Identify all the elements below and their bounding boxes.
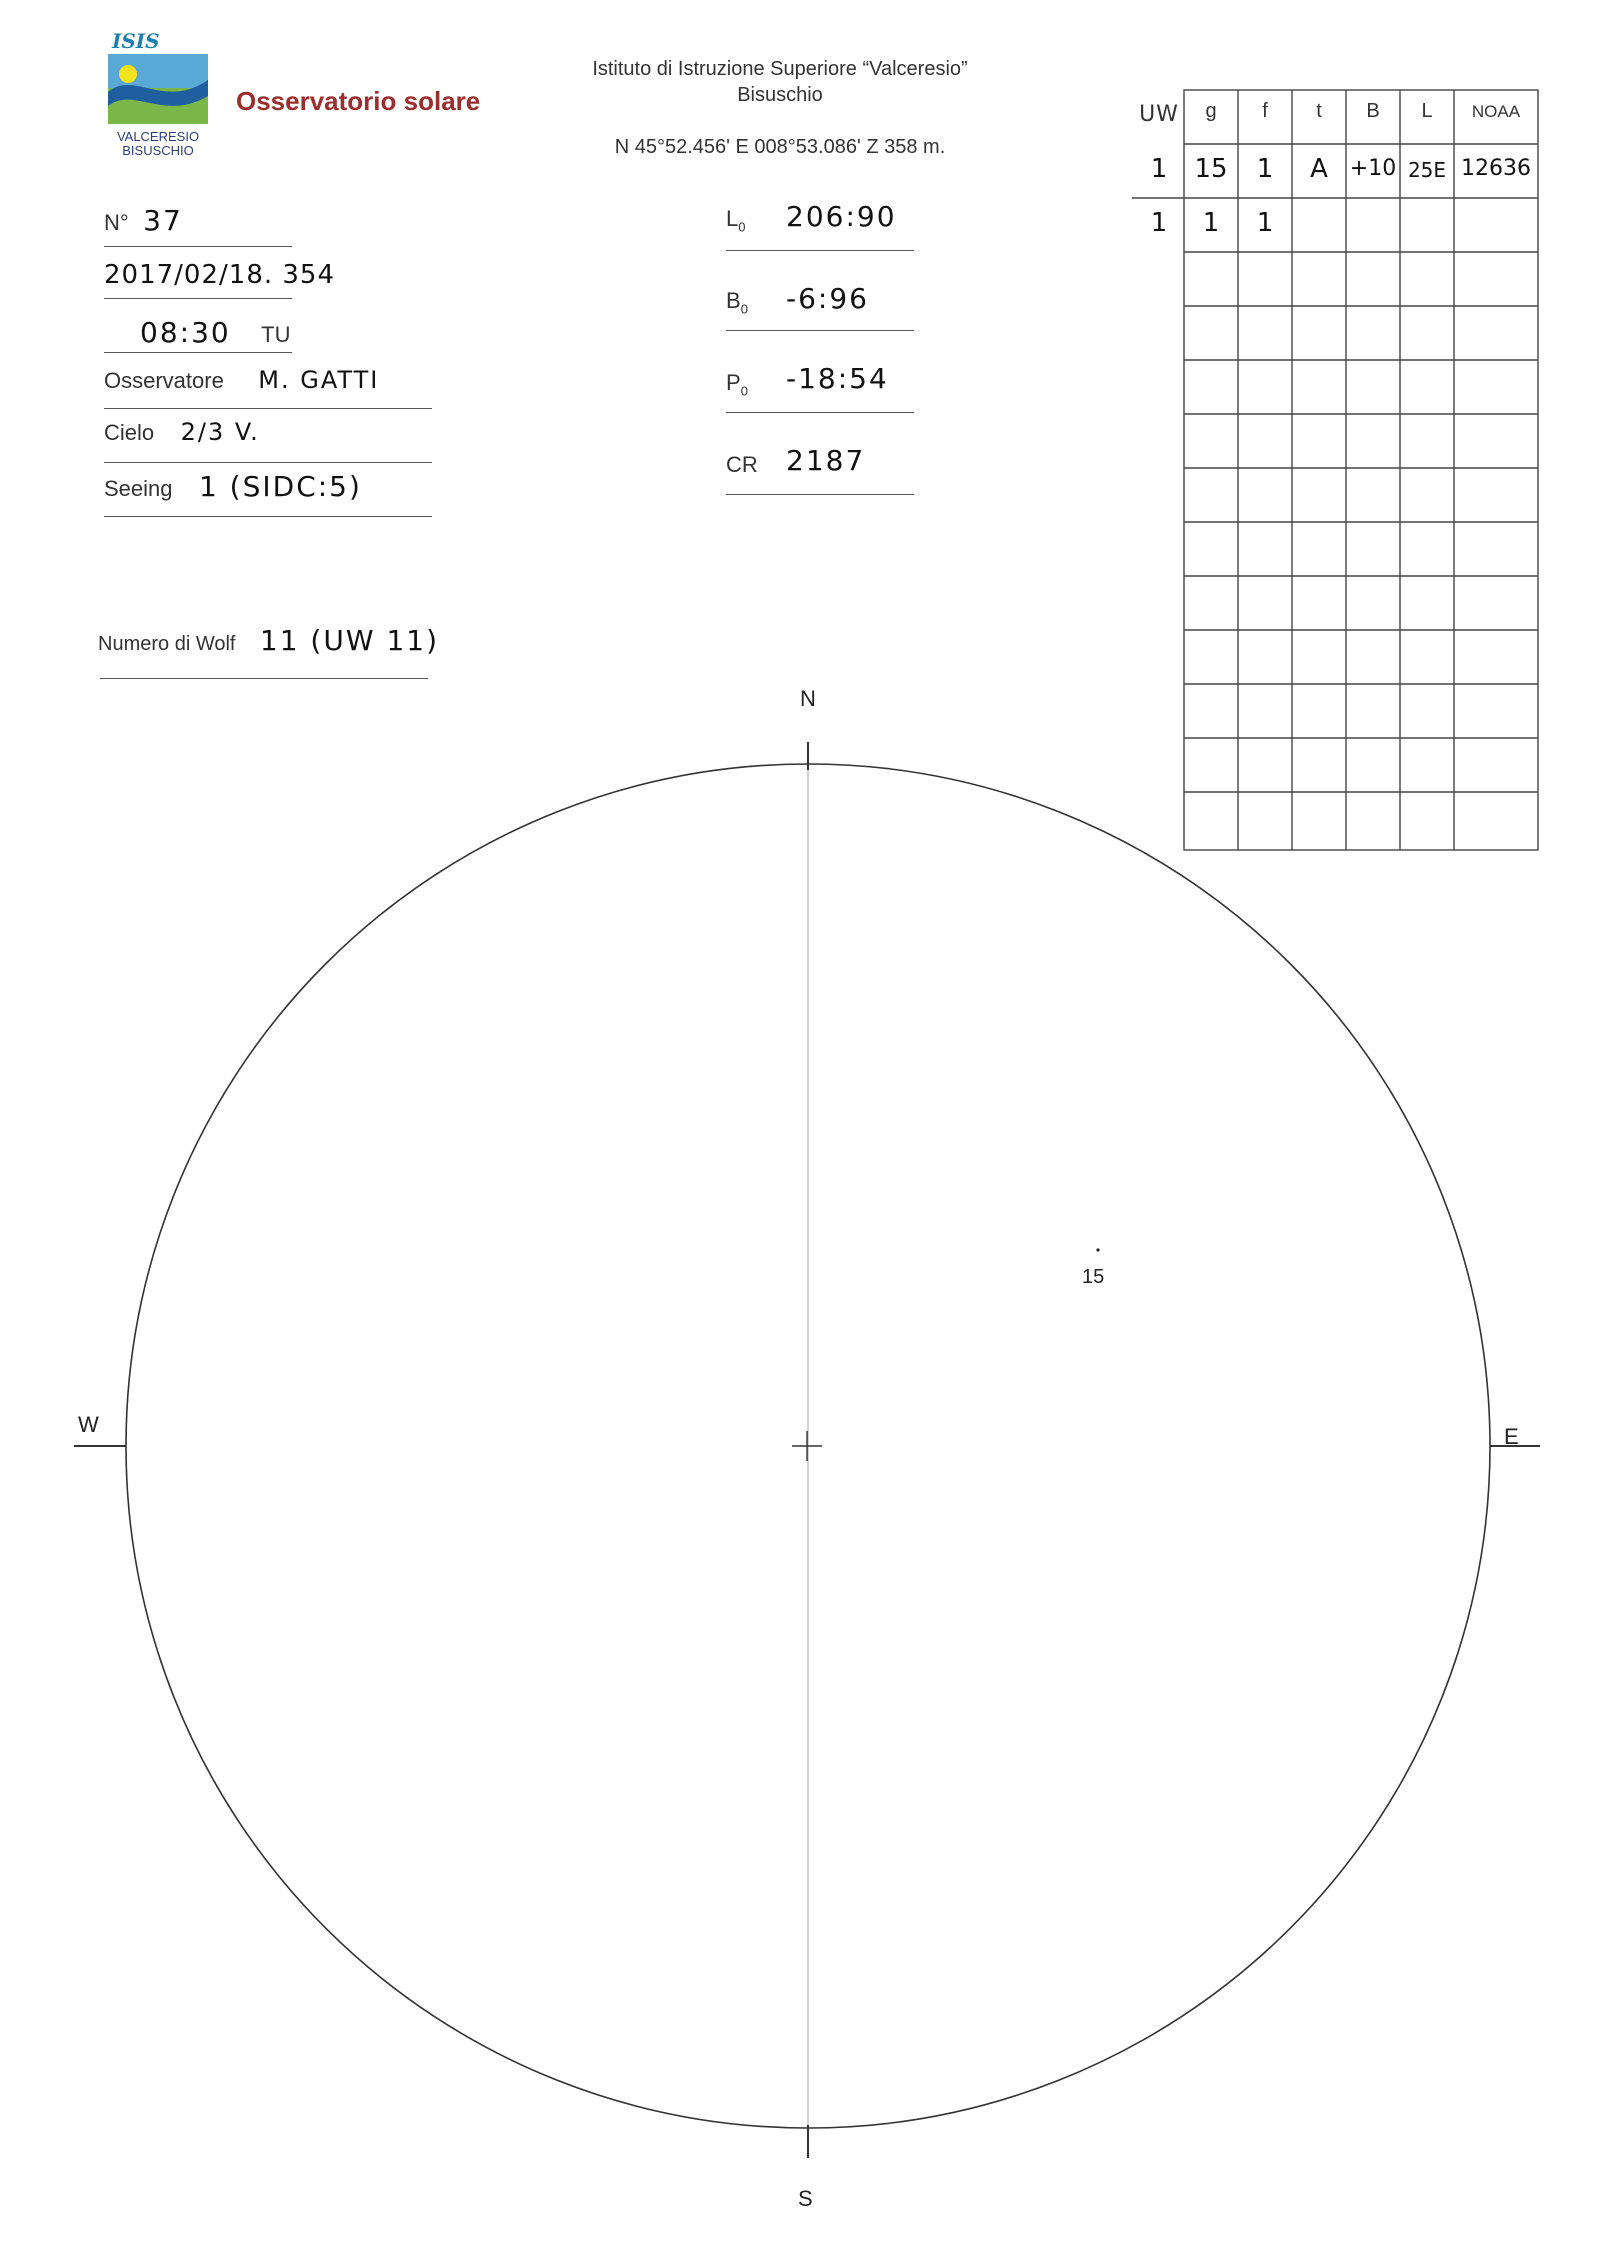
table-cell-r1-b: +10 [1349, 156, 1397, 181]
wolf-number-label: Numero di Wolf [98, 633, 236, 655]
table-cell-r1-t: A [1310, 154, 1328, 184]
table-header-g: g [1205, 100, 1217, 122]
compass-north: N [800, 686, 816, 711]
compass-south: S [798, 2186, 813, 2211]
sunspot-group-label: 15 [1082, 1266, 1105, 1288]
number-label: N° [104, 210, 129, 235]
institute-line2: Bisuschio [737, 84, 823, 106]
logo-caption-line2: BISUSCHIO [122, 143, 194, 158]
table-cell-r2-f: 1 [1256, 208, 1274, 238]
table-header-l: L [1421, 100, 1433, 122]
table-header-f: f [1262, 100, 1268, 122]
observatory-title: Osservatorio solare [236, 86, 481, 116]
time-value: 08:30 [140, 316, 231, 349]
cr-label: CR [726, 452, 758, 477]
compass-west: W [78, 1412, 99, 1437]
table-cell-r1-noaa: 12636 [1461, 156, 1531, 181]
logo-caption-line1: VALCERESIO [116, 129, 200, 144]
table-cell-r1-l: 25E [1407, 158, 1447, 182]
compass-east: E [1504, 1424, 1519, 1449]
table-cell-r1-g: 15 [1194, 154, 1228, 184]
observer-label: Osservatore [104, 368, 224, 393]
table-cell-r2-uw: 1 [1150, 208, 1168, 238]
p0-value: -18:54 [786, 362, 889, 395]
institute-line1: Istituto di Istruzione Superiore “Valceresio” [592, 58, 968, 80]
table-header-noaa: NOAA [1471, 102, 1521, 121]
time-unit: TU [261, 322, 291, 347]
table-cell-r1-f: 1 [1256, 154, 1274, 184]
seeing-value: 1 (SIDC:5) [198, 470, 362, 503]
number-value: 37 [143, 204, 183, 237]
l0-value: 206:90 [786, 200, 897, 233]
date-value: 2017/02/18. 354 [104, 260, 336, 290]
observer-value: M. GATTI [258, 366, 380, 394]
l0-label: $L_0$ [726, 206, 746, 235]
wolf-number-value: 11 (UW 11) [259, 624, 439, 657]
p0-label: $P_0$ [726, 370, 748, 399]
table-header-b: B [1366, 100, 1380, 122]
table-header-uw: UW [1139, 102, 1179, 127]
observatory-coordinates: N 45°52.456' E 008°53.086' Z 358 m. [614, 136, 946, 158]
logo-lettering: ISIS [112, 30, 160, 53]
sky-value: 2/3 V. [180, 418, 260, 446]
table-cell-r1-uw: 1 [1150, 154, 1168, 184]
table-cell-r2-g: 1 [1202, 208, 1220, 238]
b0-label: $B_0$ [726, 288, 748, 317]
sky-label: Cielo [104, 420, 155, 445]
cr-value: 2187 [786, 444, 866, 477]
table-header-t: t [1316, 100, 1322, 122]
b0-value: -6:96 [786, 282, 869, 315]
sunspot-mark [1096, 1248, 1099, 1251]
seeing-label: Seeing [104, 476, 173, 501]
